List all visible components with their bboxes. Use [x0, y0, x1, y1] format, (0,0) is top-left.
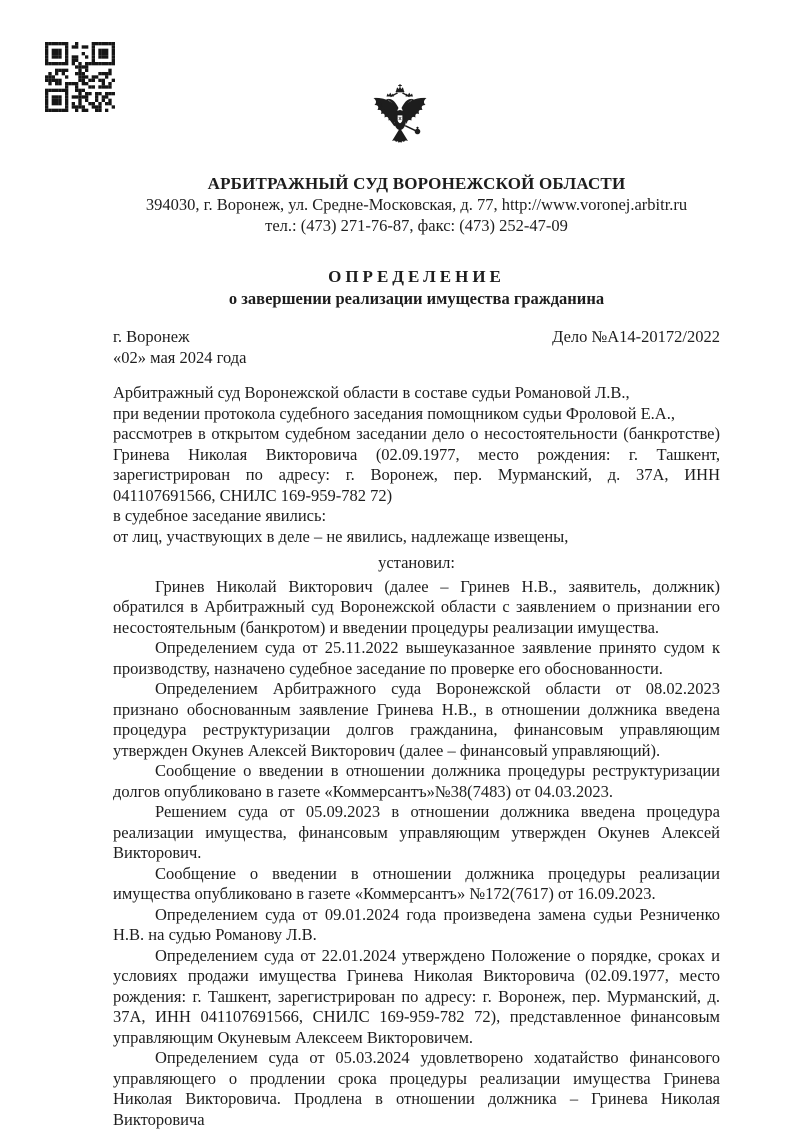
case-number: Дело №А14-20172/2022	[552, 327, 720, 346]
case-city: г. Воронеж	[113, 327, 190, 346]
court-address: 394030, г. Воронеж, ул. Средне-Московская, д. 77, http://www.voronej.arbitr.ru	[145, 195, 688, 214]
court-name: АРБИТРАЖНЫЙ СУД ВОРОНЕЖСКОЙ ОБЛАСТИ	[207, 174, 626, 193]
intro-line: Арбитражный суд Воронежской области в составе судьи Романовой Л.В.,	[113, 383, 630, 402]
body-paragraph: Сообщение о введении в отношении должника процедуры реструктуризации долгов опубликовано в газете «Коммерсантъ»№38(7483) от 04.03.2023.	[113, 761, 720, 801]
intro-line: при ведении протокола судебного заседания помощником судьи Фроловой Е.А.,	[113, 403, 675, 423]
body-paragraph: Сообщение о введении в отношении должника процедуры реализации имущества опубликовано в газете «Коммерсантъ» №172(7617) от 16.09.2023.	[113, 863, 720, 903]
russian-coat-of-arms-icon	[367, 84, 433, 159]
body-paragraph: Определением суда от 25.11.2022 вышеуказанное заявление принято судом к производству, назначено судебное заседание по проверке его обоснованности.	[113, 638, 720, 678]
body-paragraph: Гринев Николай Викторович (далее – Гринев Н.В., заявитель, должник) обратился в Арбитражный суд Воронежской области с заявлением о признании его несостоятельным (банкротом) и введении процедуры реализации имущества.	[113, 576, 720, 637]
body-paragraph: Определением суда от 22.01.2024 утверждено Положение о порядке, сроках и условиях продажи имущества Гринева Николая Викторовича (02.09.1977, место рождения: г. Ташкент, зарегистрирован по адресу: г. Воронеж, пер. Мурманский, д. 37А, ИНН 041107691566, СНИЛС 169-959-782 72), представленное финансовым управляющим Окуневым Алексеем Викторовичем.	[113, 945, 720, 1047]
document-title: ОПРЕДЕЛЕНИЕ	[328, 267, 505, 286]
body-paragraph: Определением суда от 09.01.2024 года произведена замена судьи Резниченко Н.В. на судью Романову Л.В.	[113, 904, 720, 944]
intro-line: от лиц, участвующих в деле – не явились, надлежаще извещены,	[113, 526, 569, 546]
body-paragraph: Определением Арбитражного суда Воронежской области от 08.02.2023 признано обоснованным заявление Гринева Н.В., в отношении должника введена процедура реструктуризации долгов гражданина, финансовым управляющим утвержден Окунев Алексей Викторович (далее – финансовый управляющий).	[113, 679, 720, 760]
case-date: «02» мая 2024 года	[113, 347, 247, 367]
body-paragraph: Решением суда от 05.09.2023 в отношении должника введена процедура реализации имущества, финансовым управляющим утвержден Окунев Алексей Викторович.	[113, 802, 720, 862]
qr-code-icon	[45, 42, 115, 112]
document-body	[113, 383, 720, 1130]
intro-line: в судебное заседание явились:	[113, 506, 327, 525]
body-paragraph: Определением суда от 05.03.2024 удовлетворено ходатайство финансового управляющего о продлении срока процедуры реализации имущества Гринева Николая Викторовича. Продлена в отношении должника – Гринева Николая Викторовича	[113, 1048, 720, 1129]
coat-of-arms-block	[0, 0, 800, 159]
intro-line: рассмотрев в открытом судебном заседании дело о несостоятельности (банкротстве) Гринева Николая Викторовича (02.09.1977, место рождения: г. Ташкент, зарегистрирован по адресу: г. Воронеж, пер. Мурманский, д. 37А, ИНН 041107691566, СНИЛС 169-959-782 72)	[113, 424, 720, 505]
court-contacts: тел.: (473) 271-76-87, факс: (473) 252-47-09	[265, 216, 568, 235]
document-subtitle: о завершении реализации имущества гражданина	[228, 289, 605, 308]
case-info-row	[113, 327, 720, 348]
ruling-word: установил:	[378, 553, 455, 572]
